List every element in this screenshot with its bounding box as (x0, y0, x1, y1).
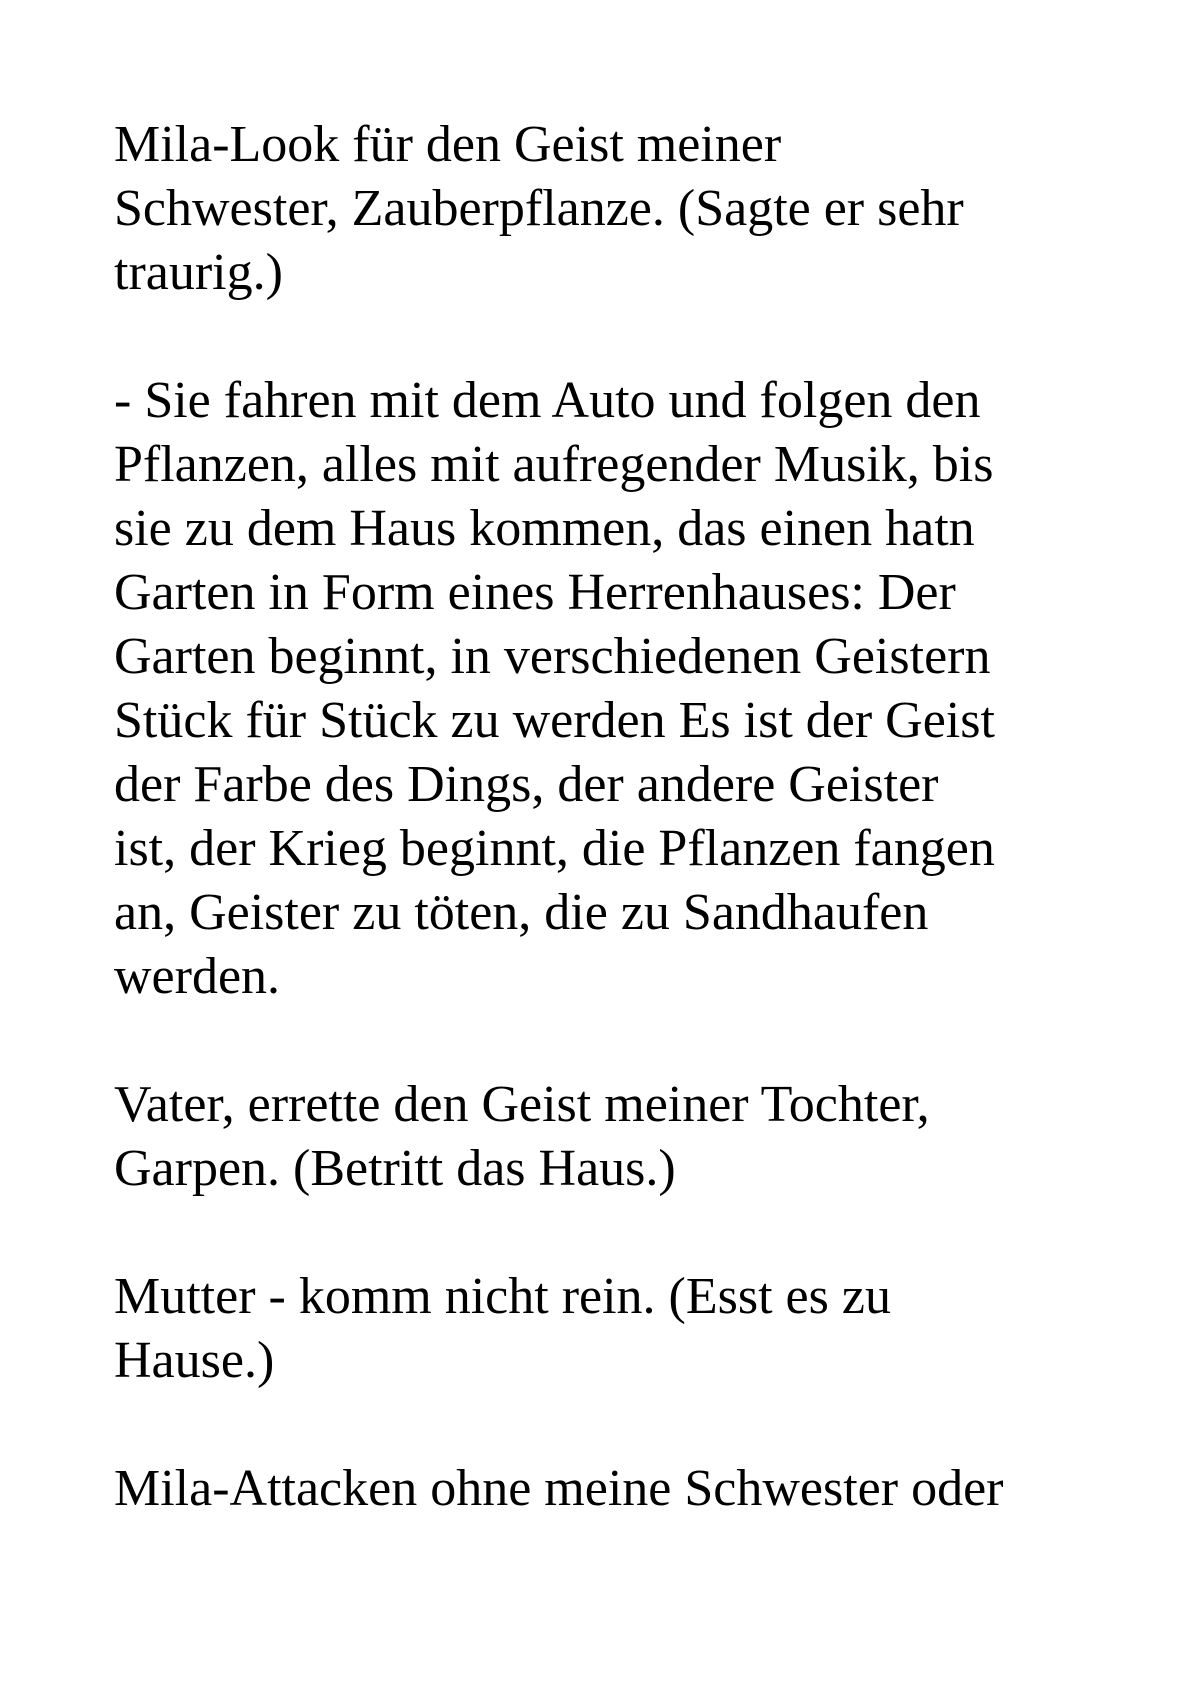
text-line: - Sie fahren mit dem Auto und folgen den (114, 372, 981, 429)
text-line: an, Geister zu töten, die zu Sandhaufen (114, 884, 929, 941)
document-body (114, 113, 1114, 1585)
text-line: Garpen. (Betritt das Haus.) (114, 1140, 676, 1197)
text-line: sie zu dem Haus kommen, das einen hatn (114, 500, 975, 557)
text-line: Garten in Form eines Herrenhauses: Der (114, 564, 956, 621)
text-line: Garten beginnt, in verschiedenen Geistern (114, 628, 991, 685)
paragraph-vater (114, 1073, 1114, 1201)
text-line: Mutter - komm nicht rein. (Esst es zu (114, 1268, 891, 1325)
paragraph-mila-look (114, 113, 1114, 305)
text-line: Pflanzen, alles mit aufregender Musik, bis (114, 436, 994, 493)
text-line: Schwester, Zauberpflanze. (Sagte er sehr (114, 180, 964, 237)
text-line: werden. (114, 948, 281, 1005)
text-line: Hause.) (114, 1332, 275, 1389)
paragraph-scene-description (114, 369, 1114, 1009)
text-line: Mila-Attacken ohne meine Schwester oder (114, 1460, 1004, 1517)
text-line: traurig.) (114, 244, 283, 301)
paragraph-mila-attacken (114, 1457, 1114, 1521)
text-line: Vater, errette den Geist meiner Tochter, (114, 1076, 930, 1133)
text-line: Stück für Stück zu werden Es ist der Geist (114, 692, 995, 749)
text-line: der Farbe des Dings, der andere Geister (114, 756, 939, 813)
text-line: Mila-Look für den Geist meiner (114, 116, 782, 173)
text-line: ist, der Krieg beginnt, die Pflanzen fangen (114, 820, 995, 877)
paragraph-mutter (114, 1265, 1114, 1393)
